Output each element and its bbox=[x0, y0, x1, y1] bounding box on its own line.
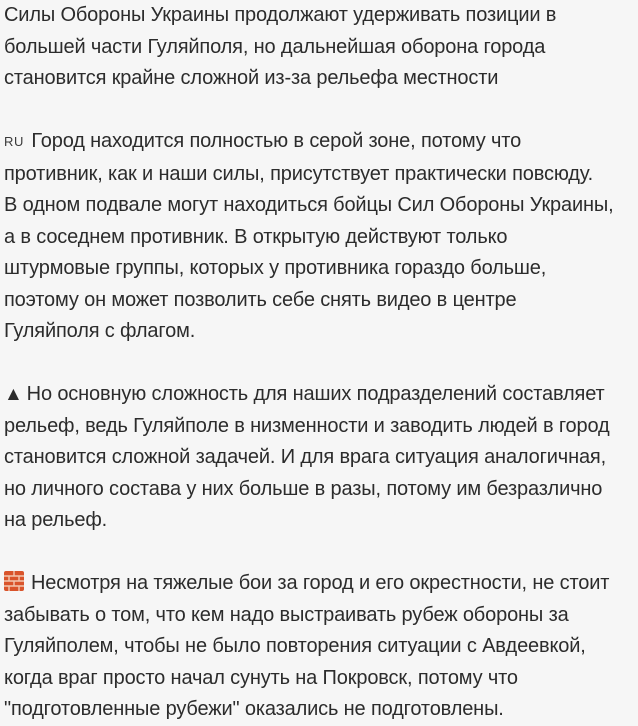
ru-flag-icon: RU bbox=[4, 134, 24, 149]
paragraph-spacer bbox=[4, 537, 638, 569]
paragraph-terrain bbox=[4, 379, 638, 537]
paragraph-spacer bbox=[4, 348, 638, 380]
paragraph-city-grey-zone-text: Город находится полностью в серой зоне, потому что противник, как и наши силы, присутствует практически повсюду. В одном подвале могут находиться бойцы Сил Обороны Украины, а в соседнем противник. В открытую действуют только штурмовые группы, которых у противника гораздо больше, поэтому он может позволить себе снять видео в центре Гуляйполя с флагом. bbox=[4, 130, 614, 342]
brick-icon bbox=[4, 571, 24, 591]
paragraph-defense-line bbox=[4, 568, 638, 726]
paragraph-defense-line-text: Несмотря на тяжелые бои за город и его окрестности, не стоит забывать о том, что кем надо выстраивать рубеж обороны за Гуляйполем, чтобы не было повторения ситуации с Авдеевкой, когда враг просто начал сунуть на Покровск, потому что "подготовленные рубежи" оказались не подготовлены. bbox=[4, 572, 610, 720]
post-headline: Силы Обороны Украины продолжают удерживать позиции в большей части Гуляйполя, но дальнейшая оборона города становится крайне сложной из-за рельефа местности bbox=[4, 4, 557, 89]
paragraph-city-grey-zone bbox=[4, 126, 638, 348]
triangle-icon: ▲ bbox=[4, 384, 23, 405]
paragraph-spacer bbox=[4, 95, 638, 127]
paragraph-terrain-text: Но основную сложность для наших подразделений составляет рельеф, ведь Гуляйполе в низменности и заводить людей в город становится сложной задачей. И для врага ситуация аналогичная, но личного состава у них больше в разы, потому им безразлично на рельеф. bbox=[4, 383, 610, 531]
